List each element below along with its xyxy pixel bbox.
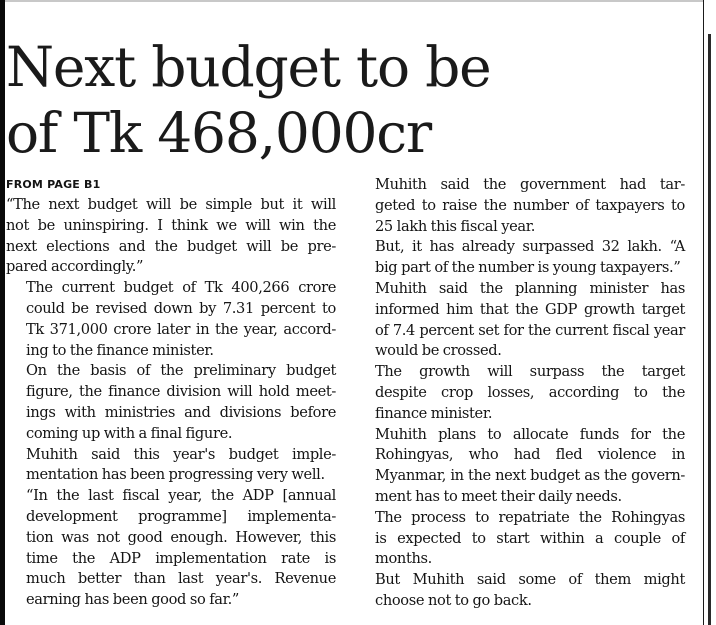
right-paragraphs — [355, 175, 685, 612]
paragraph-line: Rohingyas, who had fled violence in — [375, 446, 685, 464]
article-paragraph — [355, 362, 685, 424]
paragraph-line: is expected to start within a couple of — [375, 529, 685, 547]
paragraph-line: “In the last fiscal year, the ADP [annual — [26, 487, 336, 505]
paragraph-line: Muhith said the planning minister has — [375, 279, 685, 297]
paragraph-line: Muhith said the government had tar- — [375, 176, 685, 193]
article-paragraph — [6, 445, 336, 487]
article-paragraph — [6, 361, 336, 444]
left-paragraphs — [6, 195, 336, 611]
paragraph-line: months. — [375, 550, 432, 568]
paragraph-line: despite crop losses, according to the — [375, 383, 685, 401]
paragraph-line: Muhith said this year's budget imple- — [26, 445, 336, 463]
article-paragraph — [355, 570, 685, 612]
paragraph-line: The current budget of Tk 400,266 crore — [26, 279, 336, 297]
paragraph-line: tion was not good enough. However, this — [26, 528, 336, 546]
paragraph-line: But Muhith said some of them might — [375, 571, 685, 589]
paragraph-line: could be revised down by 7.31 percent to — [26, 299, 336, 317]
article-paragraph — [355, 175, 685, 237]
article-column-left — [6, 175, 336, 611]
paragraph-line: ing to the finance minister. — [26, 341, 214, 359]
paragraph-line: development programme] implementa- — [26, 507, 336, 525]
paragraph-line: next elections and the budget will be pre- — [6, 237, 336, 255]
paragraph-line: ings with ministries and divisions before — [26, 403, 336, 421]
paragraph-line: big part of the number is young taxpayers.” — [375, 259, 681, 277]
paragraph-line: of 7.4 percent set for the current fiscal year — [375, 321, 685, 339]
paragraph-line: figure, the finance division will hold meet- — [26, 383, 336, 401]
headline-line-1: Next budget to be — [6, 35, 491, 99]
paragraph-line: would be crossed. — [375, 342, 502, 360]
top-rule — [5, 0, 703, 2]
paragraph-line: coming up with a final figure. — [26, 424, 233, 442]
paragraph-line: The growth will surpass the target — [375, 363, 685, 381]
paragraph-line: ment has to meet their daily needs. — [375, 487, 622, 505]
paragraph-line: 25 lakh this fiscal year. — [375, 217, 536, 235]
paragraph-line: choose not to go back. — [375, 591, 532, 609]
article-paragraph — [355, 425, 685, 508]
paragraph-line: mentation has been progressing very well. — [26, 466, 325, 484]
article-paragraph — [6, 278, 336, 361]
headline — [6, 34, 696, 166]
article-column-right — [355, 175, 685, 612]
article-paragraph — [355, 508, 685, 570]
paragraph-line: geted to raise the number of taxpayers to — [375, 196, 685, 214]
paragraph-line: Muhith plans to allocate funds for the — [375, 425, 685, 443]
paragraph-line: finance minister. — [375, 404, 493, 422]
paragraph-line: earning has been good so far.” — [26, 591, 240, 609]
headline-line-2: of Tk 468,000cr — [6, 101, 431, 165]
page-left-edge — [0, 0, 5, 625]
paragraph-line: The process to repatriate the Rohingyas — [375, 508, 685, 526]
article-paragraph — [355, 279, 685, 362]
paragraph-line: But, it has already surpassed 32 lakh. “A — [375, 238, 685, 256]
page-right-edge — [703, 0, 716, 625]
article-paragraph — [6, 195, 336, 278]
paragraph-line: On the basis of the preliminary budget — [26, 362, 336, 380]
paragraph-line: informed him that the GDP growth target — [375, 300, 685, 318]
paragraph-line: Tk 371,000 crore later in the year, accord- — [26, 320, 336, 338]
article-paragraph — [355, 237, 685, 279]
kicker: FROM PAGE B1 — [6, 178, 101, 191]
article-paragraph — [6, 486, 336, 611]
paragraph-line: Myanmar, in the next budget as the govern- — [375, 467, 685, 485]
paragraph-line: much better than last year's. Revenue — [26, 570, 336, 588]
paragraph-line: time the ADP implementation rate is — [26, 549, 336, 567]
paragraph-line: not be uninspiring. I think we will win the — [6, 216, 336, 234]
paragraph-line: “The next budget will be simple but it will — [6, 196, 336, 213]
paragraph-line: pared accordingly.” — [6, 258, 144, 276]
